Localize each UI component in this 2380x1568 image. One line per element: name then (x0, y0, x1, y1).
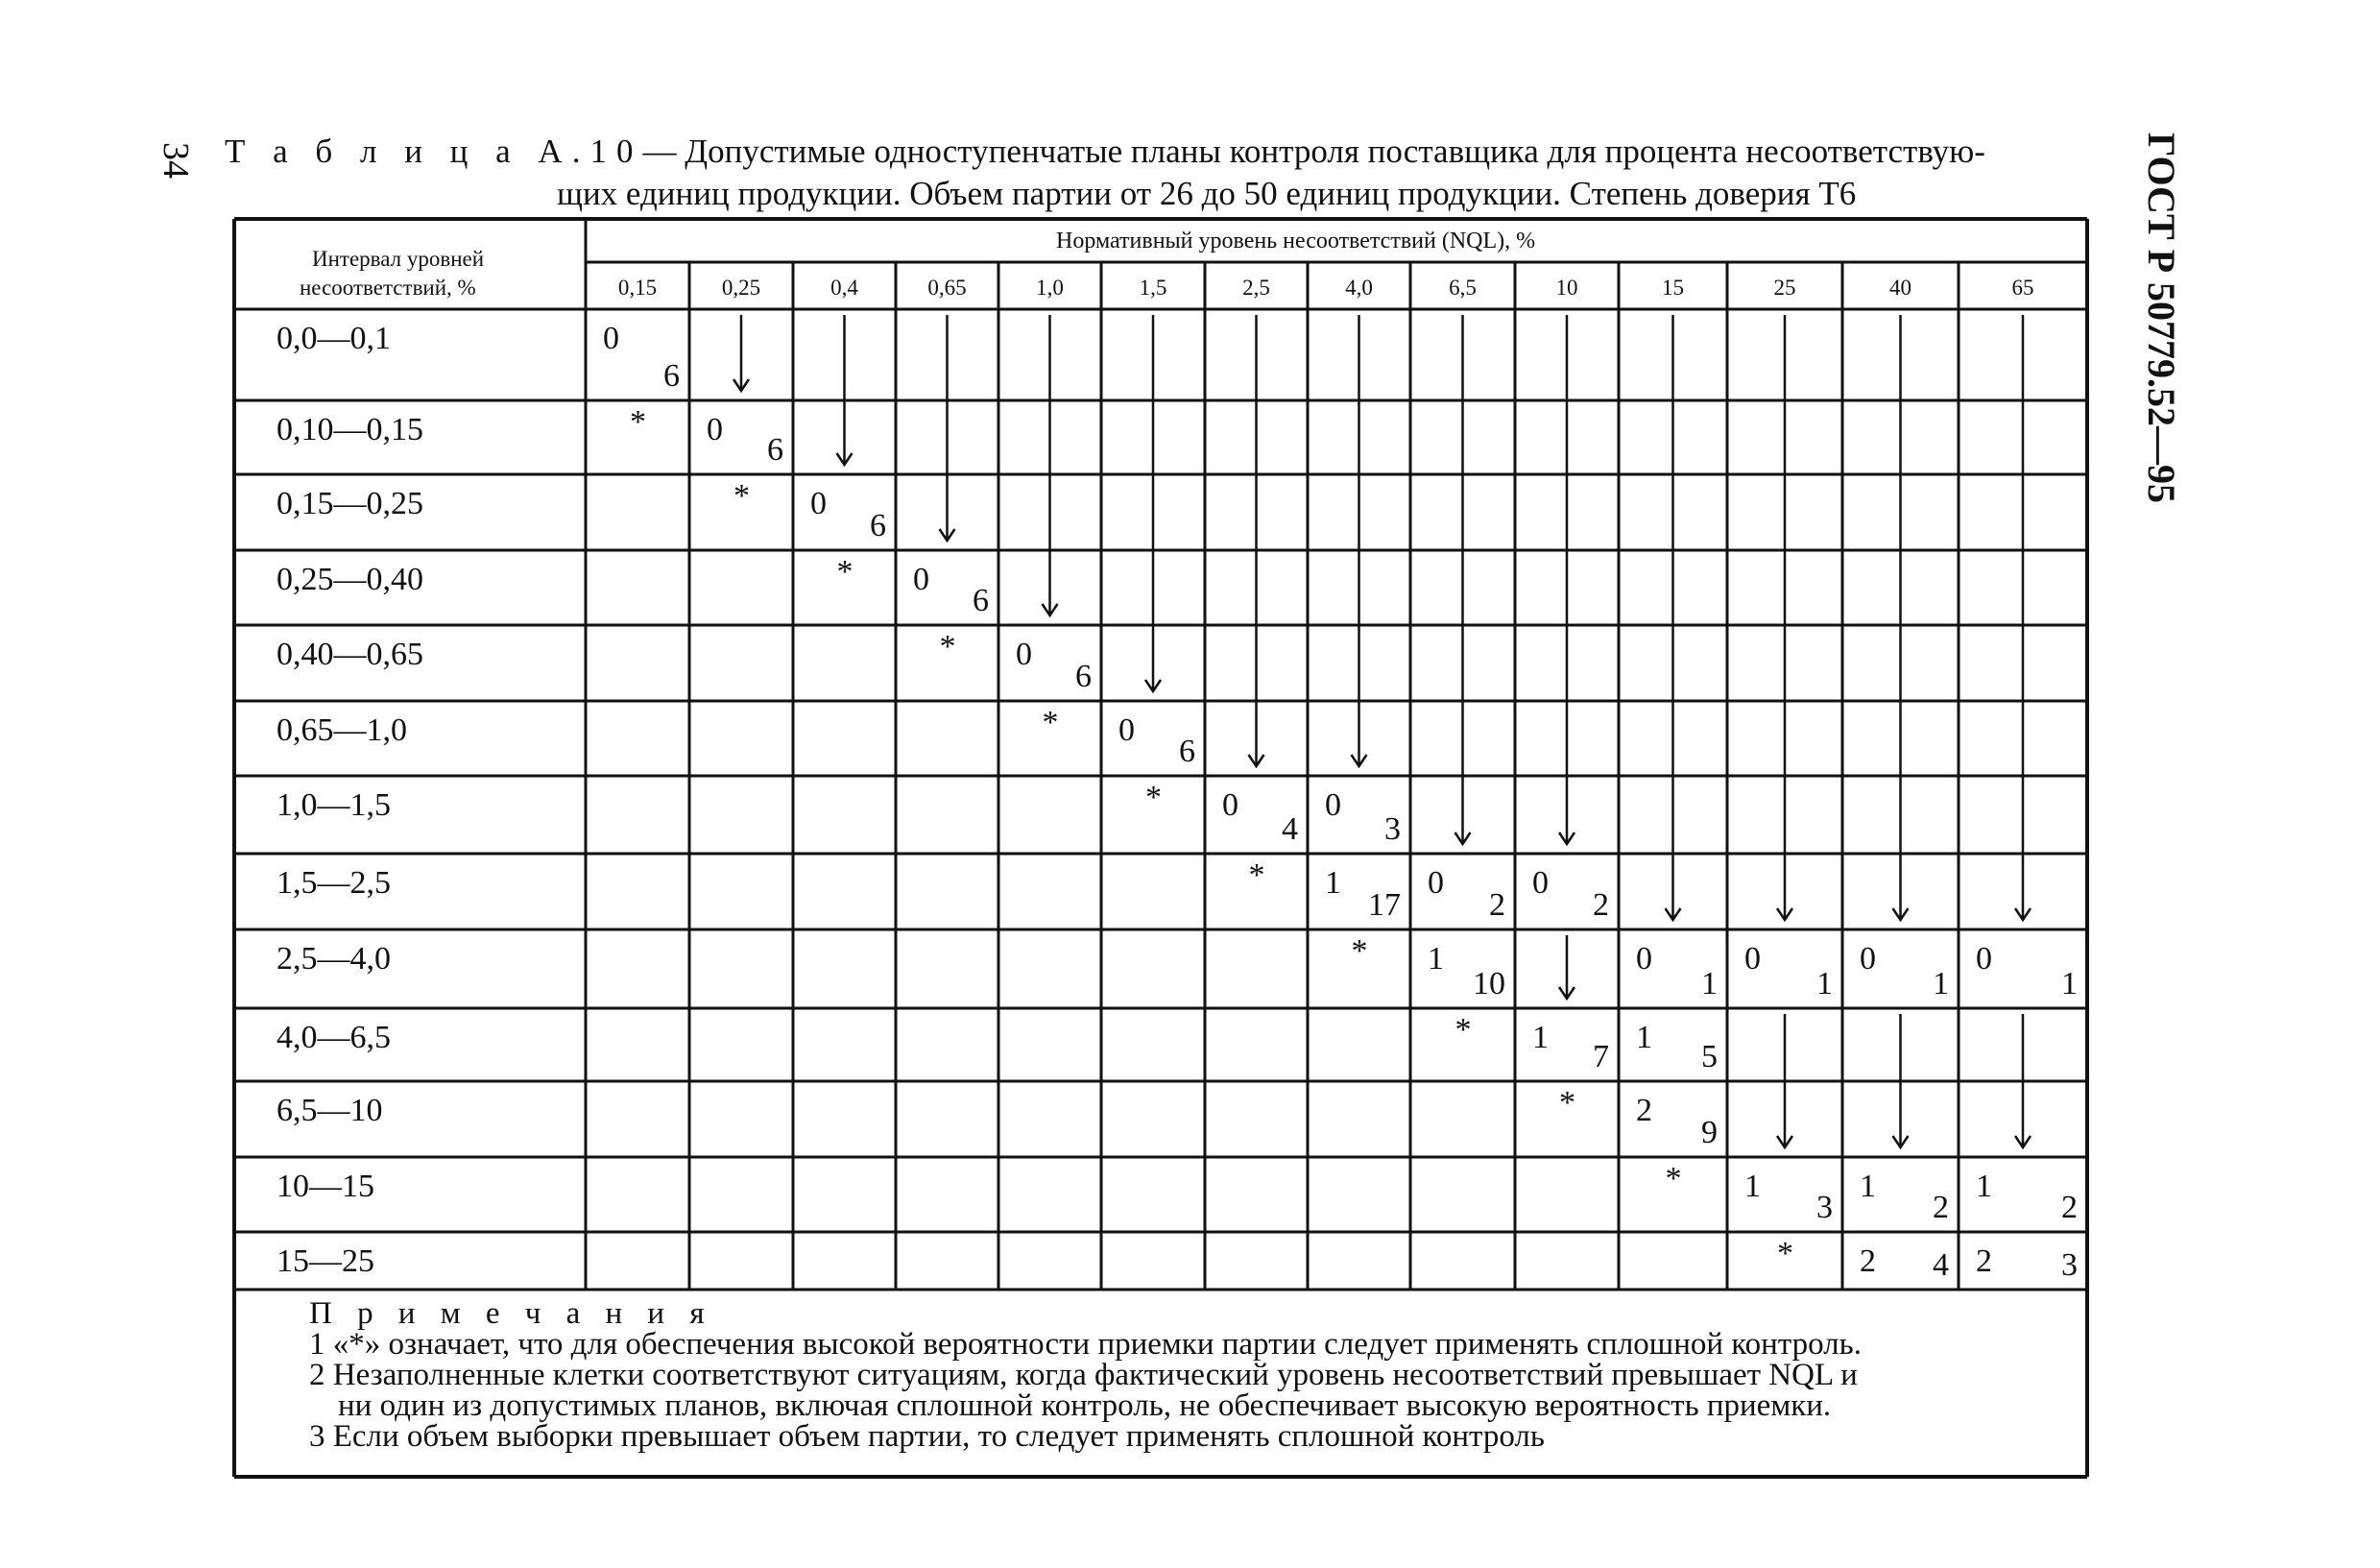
sample-size: 2 (1933, 1190, 1949, 1225)
note-2-continued: ни один из допустимых планов, включая сплошной контроль, не обеспечивает высокую вероятность приемки. (338, 1388, 1832, 1423)
sample-size: 6 (1179, 734, 1195, 769)
acceptance-number: 0 (603, 321, 619, 356)
row-label: 0,0—0,1 (276, 321, 391, 356)
row-label: 0,15—0,25 (276, 486, 423, 521)
sample-size: 1 (1701, 966, 1718, 1001)
down-arrow-icon (1893, 315, 1909, 920)
reject-star: * (1351, 933, 1368, 969)
table-caption-text: — Допустимые одноступенчатые планы контроля поставщика для процента несоответствую- (642, 133, 1985, 170)
down-arrow-icon (1249, 315, 1264, 766)
sample-size: 2 (1593, 887, 1609, 923)
down-arrow-icon (1455, 315, 1471, 844)
reject-star: * (1454, 1012, 1472, 1048)
header-column-7: 2,5 (1242, 276, 1270, 300)
sample-size: 1 (1816, 966, 1833, 1001)
reject-star: * (1777, 1236, 1793, 1271)
row-label: 0,25—0,40 (276, 562, 423, 597)
table-caption-label: Т а б л и ц а А.10 (225, 133, 643, 170)
standard-designation: ГОСТ Р 50779.52—95 (2140, 133, 2183, 504)
reject-star: * (1248, 857, 1265, 893)
sample-size: 1 (2061, 966, 2078, 1001)
header-column-8: 4,0 (1345, 276, 1373, 300)
table-notes (309, 1298, 1862, 1452)
reject-star: * (1042, 705, 1059, 740)
sample-size: 4 (1933, 1247, 1949, 1283)
header-column-4: 0,65 (927, 276, 967, 300)
acceptance-number: 1 (1428, 941, 1444, 977)
header-interval-line-1: Интервал уровней (312, 247, 485, 271)
acceptance-number: 1 (1744, 1169, 1761, 1204)
sample-size: 7 (1593, 1039, 1609, 1074)
acceptance-number: 2 (1860, 1243, 1876, 1279)
down-arrow-icon (1145, 315, 1161, 691)
header-column-1: 0,15 (617, 276, 658, 300)
acceptance-number: 0 (707, 412, 723, 447)
notes-title: П р и м е ч а н и я (309, 1296, 713, 1331)
acceptance-number: 1 (1976, 1169, 1992, 1204)
header-column-14: 65 (2011, 276, 2034, 300)
down-arrow-icon (940, 315, 955, 541)
acceptance-number: 2 (1636, 1093, 1652, 1128)
down-arrow-icon (733, 315, 749, 391)
sample-size: 6 (1075, 659, 1092, 694)
row-label: 4,0—6,5 (276, 1020, 391, 1055)
row-label: 2,5—4,0 (276, 941, 391, 977)
page-number: 34 (156, 142, 196, 179)
sample-size: 6 (663, 358, 680, 394)
sample-size: 9 (1701, 1115, 1718, 1150)
header-column-5: 1,0 (1036, 276, 1064, 300)
acceptance-number: 1 (1860, 1169, 1876, 1204)
row-label: 6,5—10 (276, 1093, 383, 1128)
down-arrow-icon (1043, 315, 1058, 615)
table-caption-line-2: щих единиц продукции. Объем партии от 26 до 50 единиц продукции. Степень доверия Т6 (557, 175, 1857, 212)
acceptance-number: 1 (1636, 1020, 1652, 1055)
acceptance-number: 0 (1636, 941, 1652, 977)
row-label: 15—25 (276, 1243, 374, 1279)
acceptance-number: 0 (1118, 712, 1135, 748)
header-column-9: 6,5 (1449, 276, 1477, 300)
acceptance-number: 0 (1976, 941, 1992, 977)
reject-star: * (1559, 1085, 1575, 1121)
down-arrow-icon (1352, 315, 1367, 766)
acceptance-number: 0 (810, 486, 827, 521)
sample-size: 4 (1282, 811, 1298, 847)
down-arrow-icon (2015, 315, 2031, 920)
acceptance-number: 1 (1532, 1020, 1549, 1055)
reject-star: * (939, 629, 956, 664)
sample-size: 6 (973, 583, 989, 618)
sample-size: 6 (870, 508, 886, 543)
sample-size: 3 (1384, 811, 1401, 847)
row-label: 1,0—1,5 (276, 787, 391, 823)
reject-star: * (1145, 780, 1162, 815)
reject-star: * (836, 554, 853, 590)
down-arrow-icon (1666, 315, 1681, 920)
header-nql: Нормативный уровень несоответствий (NQL), % (1056, 229, 1536, 253)
reject-star: * (733, 478, 750, 514)
acceptance-number: 0 (1428, 865, 1444, 901)
sample-size: 6 (767, 432, 783, 468)
acceptance-number: 0 (1860, 941, 1876, 977)
sample-size: 2 (2061, 1190, 2078, 1225)
row-label: 10—15 (276, 1169, 374, 1204)
down-arrow-icon (837, 315, 853, 465)
acceptance-number: 2 (1976, 1243, 1992, 1279)
note-2: 2 Незаполненные клетки соответствуют ситуациям, когда фактический уровень несоответствий превышает NQL и (309, 1358, 1858, 1392)
down-arrow-icon (1559, 935, 1575, 999)
acceptance-number: 0 (1744, 941, 1761, 977)
row-label: 0,65—1,0 (276, 712, 407, 748)
acceptance-number: 0 (1532, 865, 1549, 901)
header-column-2: 0,25 (721, 276, 761, 300)
acceptance-number: 0 (913, 562, 929, 597)
sample-size: 17 (1368, 887, 1401, 923)
header-column-10: 10 (1555, 276, 1578, 300)
header-column-3: 0,4 (830, 276, 858, 300)
header-column-12: 25 (1773, 276, 1796, 300)
acceptance-number: 0 (1325, 787, 1341, 823)
acceptance-number: 0 (1016, 637, 1032, 672)
sample-size: 10 (1473, 966, 1505, 1001)
sample-size: 1 (1933, 966, 1949, 1001)
note-1: 1 «*» означает, что для обеспечения высокой вероятности приемки партии следует применять сплошной контроль. (309, 1327, 1862, 1362)
header-interval-line-2: несоответствий, % (300, 276, 476, 300)
header-column-13: 40 (1889, 276, 1911, 300)
acceptance-number: 0 (1222, 787, 1238, 823)
down-arrow-icon (1559, 315, 1575, 844)
header-column-6: 1,5 (1139, 276, 1167, 300)
down-arrow-icon (1777, 315, 1792, 920)
sample-size: 5 (1701, 1039, 1718, 1074)
sample-size: 3 (1816, 1190, 1833, 1225)
sample-size: 3 (2061, 1247, 2078, 1283)
note-3: 3 Если объем выборки превышает объем партии, то следует применять сплошной контроль (309, 1419, 1545, 1454)
acceptance-number: 1 (1325, 865, 1341, 901)
row-label: 1,5—2,5 (276, 865, 391, 901)
reject-star: * (630, 404, 646, 440)
row-label: 0,10—0,15 (276, 412, 423, 447)
header-column-11: 15 (1662, 276, 1684, 300)
sample-size: 2 (1489, 887, 1505, 923)
reject-star: * (1665, 1161, 1682, 1196)
row-label: 0,40—0,65 (276, 637, 423, 672)
